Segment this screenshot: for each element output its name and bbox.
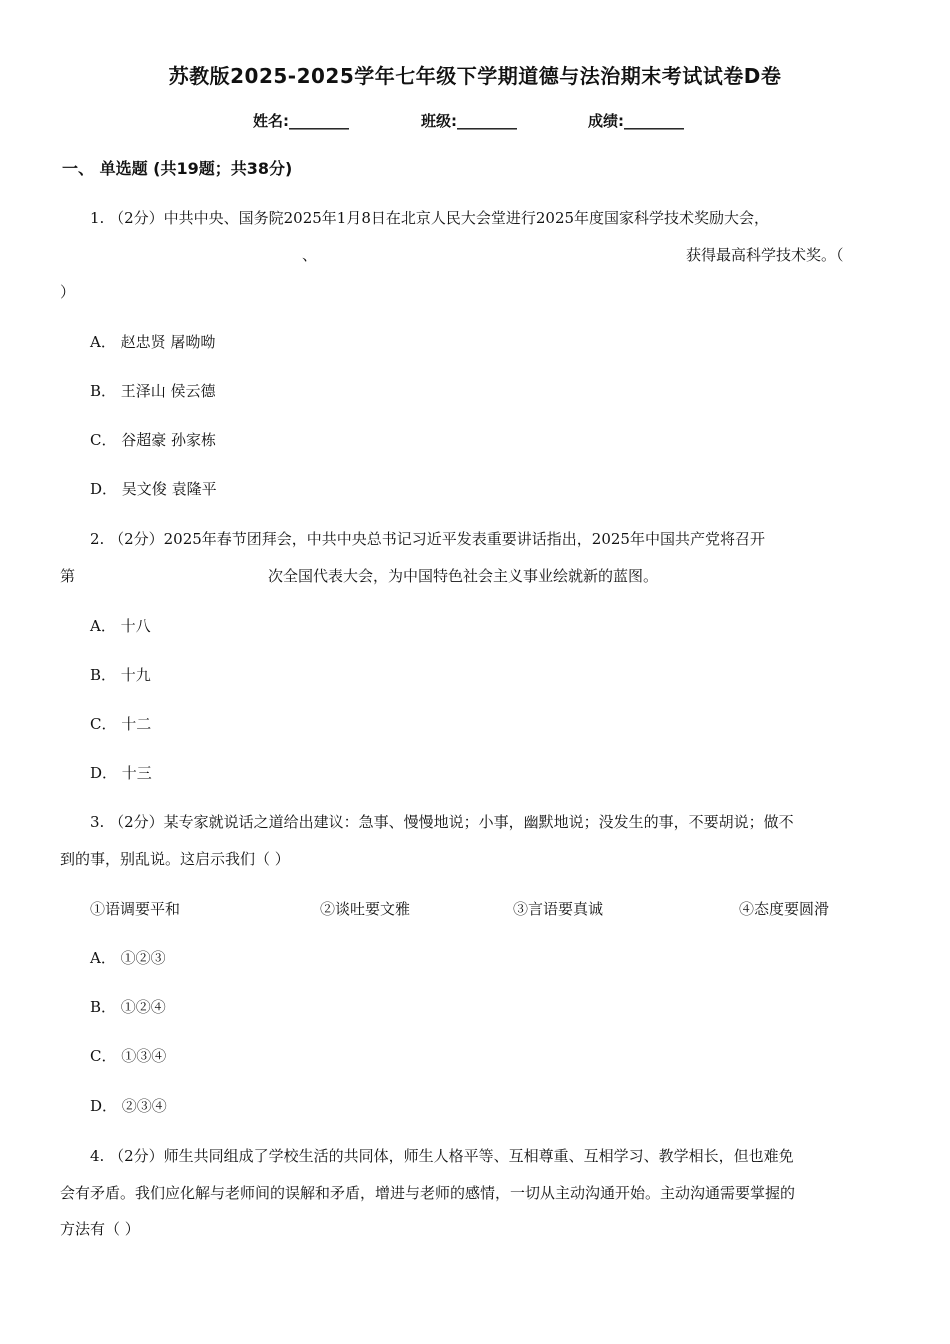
question-4-line-3: 方法有（ ） [60, 1220, 140, 1238]
question-1-option-c: C． 谷超豪 孙家栋 [90, 431, 217, 449]
question-2-line-1: 2. （2分）2025年春节团拜会，中共中央总书记习近平发表重要讲话指出，2025年中国共产党将召开 [90, 530, 765, 548]
question-1-option-b: B． 王泽山 侯云德 [90, 382, 216, 400]
question-2-line-2b: 次全国代表大会，为中国特色社会主义事业绘就新的蓝图。 [268, 567, 659, 585]
class-field-label: 班级:________ [421, 112, 517, 130]
question-1-line-2a: 、 [302, 246, 318, 264]
question-3-line-1: 3. （2分）某专家就说话之道给出建议：急事、慢慢地说；小事，幽默地说；没发生的事，不要胡说；做不 [90, 813, 794, 831]
question-3-option-c: C． ①③④ [90, 1047, 167, 1065]
question-3-option-a: A． ①②③ [90, 949, 166, 967]
question-3-item-1: ①语调要平和 [90, 900, 181, 918]
question-3-item-2: ②谈吐要文雅 [320, 900, 411, 918]
question-1-line-2b: 获得最高科学技术奖。（ [686, 246, 844, 264]
question-2-line-2a: 第 [60, 567, 76, 585]
question-3-option-b: B． ①②④ [90, 998, 166, 1016]
question-3-line-2: 到的事，别乱说。这启示我们（ ） [60, 850, 290, 868]
section-title: 一、 单选题 (共19题；共38分) [62, 159, 293, 178]
question-2-option-b: B． 十九 [90, 666, 151, 684]
score-field-label: 成绩:________ [588, 112, 684, 130]
question-1-line-1: 1. （2分）中共中央、国务院2025年1月8日在北京人民大会堂进行2025年度国家科学技术奖励大会， [90, 209, 770, 227]
name-field-label: 姓名:________ [253, 112, 349, 130]
question-1-line-3: ） [60, 283, 76, 301]
question-3-item-4: ④态度要圆滑 [739, 900, 830, 918]
question-3-option-d: D． ②③④ [90, 1097, 167, 1115]
question-1-option-d: D． 吴文俊 袁隆平 [90, 480, 217, 498]
question-2-option-c: C． 十二 [90, 715, 152, 733]
page-title: 苏教版2025-2025学年七年级下学期道德与法治期末考试试卷D卷 [168, 64, 782, 88]
question-2-option-d: D． 十三 [90, 764, 152, 782]
question-4-line-2: 会有矛盾。我们应化解与老师间的误解和矛盾，增进与老师的感情，一切从主动沟通开始。主动沟通需要掌握的 [60, 1184, 796, 1202]
question-1-option-a: A． 赵忠贤 屠呦呦 [90, 333, 216, 351]
question-3-item-3: ③言语要真诚 [513, 900, 604, 918]
question-2-option-a: A． 十八 [90, 617, 151, 635]
question-4-line-1: 4. （2分）师生共同组成了学校生活的共同体，师生人格平等、互相尊重、互相学习、教学相长，但也难免 [90, 1147, 794, 1165]
